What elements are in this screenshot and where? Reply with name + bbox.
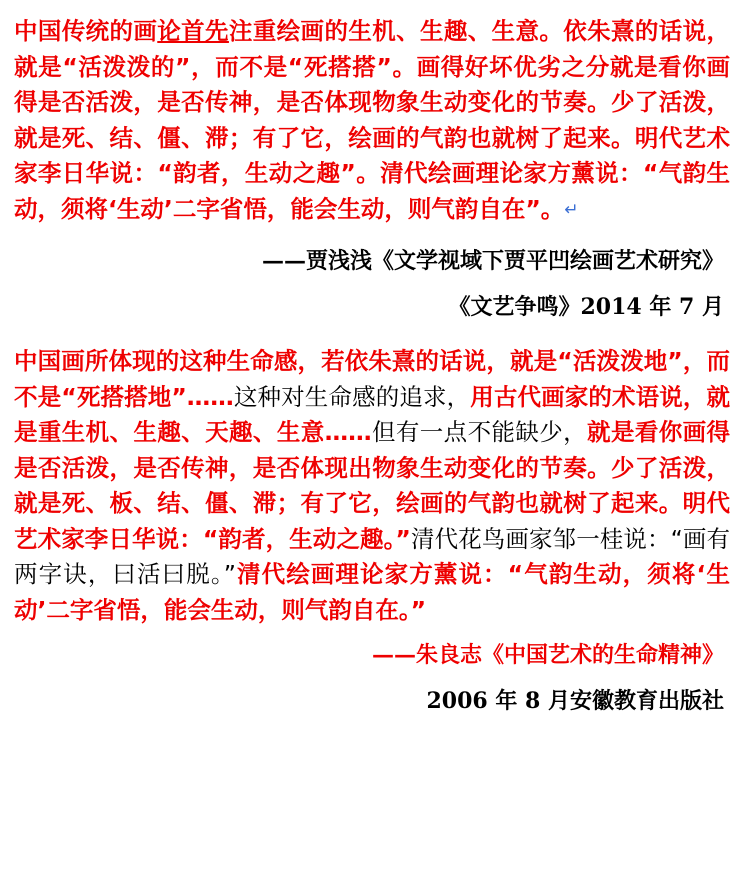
citation-one-source: 《文艺争鸣》2014 年 7 月 — [448, 294, 724, 320]
paragraph-two-segment-5: 就是看你画得是否活泼，是否传神，是否体现出物象生动变化的节奏。少了活泼，就是死、板、结、僵、滞；有了它，绘画的气韵也就树了起来。明代艺术家李日华说：“韵者，生动之趣。” — [14, 418, 731, 553]
citation-two-source: 2006 年 8 月安徽教育出版社 — [426, 688, 724, 714]
paragraph-one-segment-3: 注重绘画的生机、生趣、生意。依朱熹的话说，就是“活泼泼的”，而不是“死搭搭”。画得好坏优劣之分就是看你画得是否活泼，是否传神，是否体现物象生动变化的节奏。少了活泼，就是死、结、僵、滞；有了它，绘画的气韵也就树了起来。明代艺术家李日华说：“韵者，生动之趣”。清代绘画理论家方薰说：“气韵生动，须将‘生动’二字省悟，能会生动，则气韵自在”。 — [14, 17, 731, 223]
paragraph-one-segment-underlined: 论首先 — [157, 17, 229, 45]
citation-two: ——朱良志《中国艺术的生命精神》 — [371, 642, 724, 668]
paragraph-two — [14, 344, 730, 628]
paragraph-one — [14, 14, 730, 228]
paragraph-two-segment-1: 中国画所体现的这种生命感，若依朱熹的话说，就是“活泼泼地”，而不是“死搭搭地”…… — [14, 347, 730, 411]
paragraph-one-segment-1: 中国传统的画 — [14, 17, 158, 45]
paragraph-mark-icon: ↵ — [564, 199, 579, 220]
paragraph-two-segment-3: 用古代画家的术语说，就是重生机、生趣、天趣、生意…… — [14, 382, 731, 446]
paragraph-two-segment-6: 清代花鸟画家邹一桂说：“画有两字诀，曰活曰脱。” — [14, 524, 730, 588]
paragraph-two-segment-2: 这种对生命感的追求， — [233, 382, 471, 411]
citation-one: ——贾浅浅《文学视域下贾平凹绘画艺术研究》 — [261, 248, 724, 274]
paragraph-two-segment-7: 清代绘画理论家方薰说：“气韵生动，须将‘生动’二字省悟，能会生动，则气韵自在。” — [14, 560, 730, 624]
paragraph-two-segment-4: 但有一点不能缺少， — [371, 418, 588, 446]
